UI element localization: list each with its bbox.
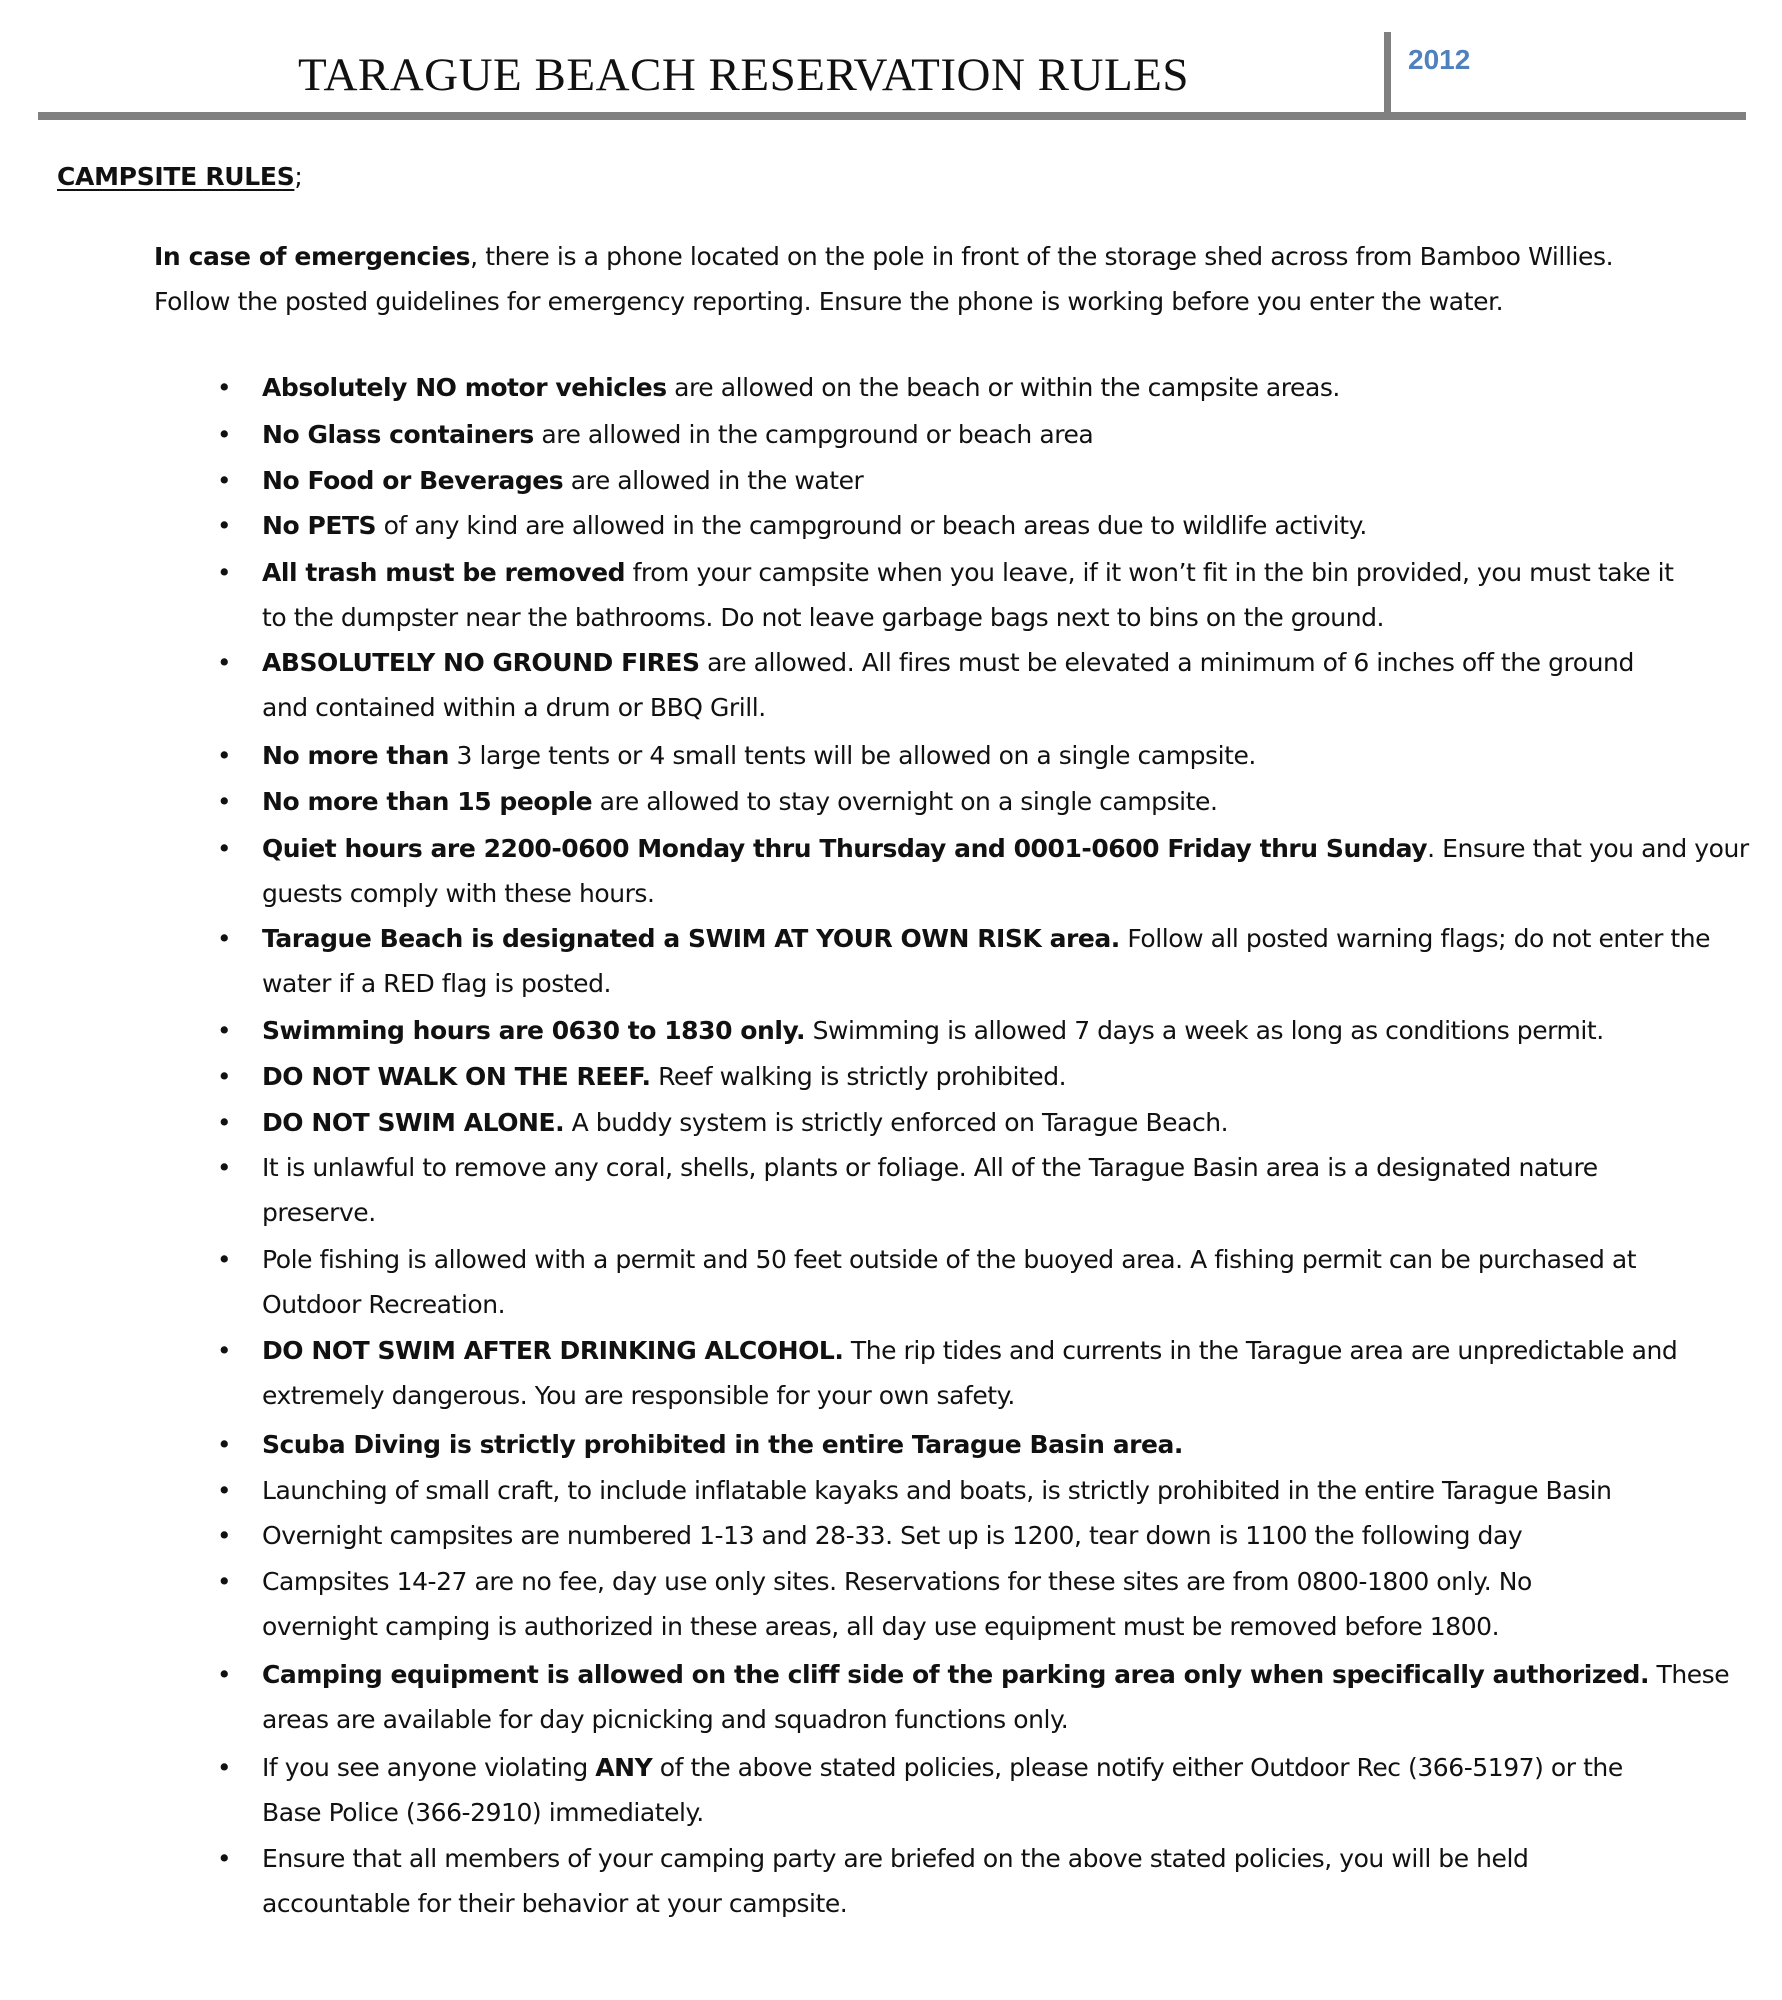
rule-text: If you see anyone violating bbox=[262, 1753, 596, 1782]
rule-bold-text: Camping equipment is allowed on the cliff side of the parking area only when specifically authorized. bbox=[262, 1660, 1649, 1689]
rule-line bbox=[262, 1468, 1732, 1513]
rule-item bbox=[216, 1054, 1732, 1099]
bullet-icon: • bbox=[216, 1476, 232, 1505]
rule-line bbox=[262, 365, 1732, 410]
document-title: TARAGUE BEACH RESERVATION RULES bbox=[298, 49, 1190, 101]
bullet-icon: • bbox=[216, 787, 232, 816]
bullet-icon: • bbox=[216, 1660, 232, 1689]
rule-bold-text: Swimming hours are 0630 to 1830 only. bbox=[262, 1016, 806, 1045]
rule-line bbox=[262, 1145, 1732, 1190]
rule-item bbox=[216, 503, 1732, 548]
rule-line bbox=[262, 1604, 1732, 1649]
rule-text: overnight camping is authorized in these areas, all day use equipment must be removed before 1800. bbox=[262, 1612, 1500, 1641]
bullet-icon: • bbox=[216, 1521, 232, 1550]
rule-item bbox=[216, 1468, 1732, 1513]
rule-text: Swimming is allowed 7 days a week as long as conditions permit. bbox=[805, 1016, 1604, 1045]
rule-text: Reef walking is strictly prohibited. bbox=[650, 1062, 1067, 1091]
rule-line bbox=[262, 1237, 1732, 1282]
rule-line bbox=[262, 961, 1732, 1006]
rule-line bbox=[262, 1054, 1732, 1099]
bullet-icon: • bbox=[216, 1753, 232, 1782]
rule-bold-text: All trash must be removed bbox=[262, 558, 626, 587]
bullet-icon: • bbox=[216, 466, 232, 495]
rule-text: A buddy system is strictly enforced on Tarague Beach. bbox=[564, 1108, 1229, 1137]
rule-line bbox=[262, 1373, 1732, 1418]
bullet-icon: • bbox=[216, 1336, 232, 1365]
rule-text: and contained within a drum or BBQ Grill. bbox=[262, 693, 766, 722]
rule-bold-text: Quiet hours are 2200-0600 Monday thru Thursday and 0001-0600 Friday thru Sunday bbox=[262, 834, 1428, 863]
bullet-icon: • bbox=[216, 1062, 232, 1091]
bullet-icon: • bbox=[216, 1844, 232, 1873]
rule-bold-text: Tarague Beach is designated a SWIM AT YOUR OWN RISK area. bbox=[262, 924, 1120, 953]
rule-text: Overnight campsites are numbered 1-13 and 28-33. Set up is 1200, tear down is 1100 the following day bbox=[262, 1521, 1523, 1550]
rule-line bbox=[262, 1745, 1732, 1790]
bullet-icon: • bbox=[216, 741, 232, 770]
rule-text: water if a RED flag is posted. bbox=[262, 969, 611, 998]
rule-line bbox=[262, 503, 1732, 548]
rule-item bbox=[216, 458, 1732, 503]
rule-bold-text: No Food or Beverages bbox=[262, 466, 564, 495]
bullet-icon: • bbox=[216, 648, 232, 677]
rule-bold-text: Scuba Diving is strictly prohibited in the entire Tarague Basin area. bbox=[262, 1430, 1183, 1459]
rule-text: These bbox=[1649, 1660, 1730, 1689]
rule-line bbox=[262, 1559, 1732, 1604]
rule-text: Ensure that all members of your camping party are briefed on the above stated policies, you will be held bbox=[262, 1844, 1529, 1873]
bullet-icon: • bbox=[216, 420, 232, 449]
rule-text: extremely dangerous. You are responsible for your own safety. bbox=[262, 1381, 1015, 1410]
rule-item bbox=[216, 1328, 1732, 1418]
bullet-icon: • bbox=[216, 924, 232, 953]
bullet-icon: • bbox=[216, 511, 232, 540]
rule-line bbox=[262, 916, 1732, 961]
rule-text: Outdoor Recreation. bbox=[262, 1290, 506, 1319]
rule-item bbox=[216, 1237, 1732, 1327]
rule-text: are allowed to stay overnight on a single campsite. bbox=[592, 787, 1218, 816]
rule-item bbox=[216, 826, 1749, 916]
rule-item bbox=[216, 1145, 1732, 1235]
rule-line bbox=[262, 458, 1732, 503]
rule-item bbox=[216, 1100, 1732, 1145]
rule-line bbox=[262, 685, 1732, 730]
intro-line-2: Follow the posted guidelines for emergency reporting. Ensure the phone is working before you enter the water. bbox=[154, 287, 1504, 316]
rule-line bbox=[262, 1513, 1732, 1558]
rule-line bbox=[262, 1790, 1732, 1835]
rule-bold-text: ABSOLUTELY NO GROUND FIRES bbox=[262, 648, 700, 677]
rule-item bbox=[216, 1745, 1732, 1835]
rule-item bbox=[216, 733, 1732, 778]
rule-bold-text: DO NOT SWIM ALONE. bbox=[262, 1108, 565, 1137]
bullet-icon: • bbox=[216, 558, 232, 587]
rule-item bbox=[216, 1559, 1732, 1649]
rule-item bbox=[216, 412, 1732, 457]
rule-text: of the above stated policies, please notify either Outdoor Rec (366-5197) or the bbox=[652, 1753, 1623, 1782]
rule-bold-text: ANY bbox=[595, 1753, 653, 1782]
document-year: 2012 bbox=[1408, 44, 1471, 75]
bullet-icon: • bbox=[216, 1016, 232, 1045]
rule-line bbox=[262, 826, 1749, 871]
rule-bold-text: No PETS bbox=[262, 511, 377, 540]
rule-text: Campsites 14-27 are no fee, day use only sites. Reservations for these sites are from 0800-1800 only. No bbox=[262, 1567, 1532, 1596]
rule-text: . Ensure that you and your bbox=[1427, 834, 1749, 863]
rule-text: areas are available for day picnicking and squadron functions only. bbox=[262, 1705, 1069, 1734]
rule-line bbox=[262, 779, 1732, 824]
rule-bold-text: DO NOT SWIM AFTER DRINKING ALCOHOL. bbox=[262, 1336, 844, 1365]
rule-line bbox=[262, 1652, 1732, 1697]
rule-item bbox=[216, 365, 1732, 410]
intro-bold: In case of emergencies bbox=[154, 242, 471, 271]
rule-text: Follow all posted warning flags; do not enter the bbox=[1119, 924, 1711, 953]
rule-item bbox=[216, 640, 1732, 730]
rule-text: Launching of small craft, to include inflatable kayaks and boats, is strictly prohibited in the entire Tarague Basin bbox=[262, 1476, 1612, 1505]
bullet-icon: • bbox=[216, 373, 232, 402]
rule-text: guests comply with these hours. bbox=[262, 879, 655, 908]
rule-line bbox=[262, 550, 1732, 595]
rule-line bbox=[262, 1190, 1732, 1235]
bullet-icon: • bbox=[216, 1430, 232, 1459]
rule-text: are allowed in the campground or beach area bbox=[533, 420, 1094, 449]
intro-line-1-rest: , there is a phone located on the pole in front of the storage shed across from Bamboo Willies. bbox=[470, 242, 1614, 271]
rule-item bbox=[216, 1836, 1732, 1926]
rule-line bbox=[262, 1697, 1732, 1742]
rule-bold-text: No more than 15 people bbox=[262, 787, 593, 816]
rule-line bbox=[262, 1100, 1732, 1145]
rule-text: It is unlawful to remove any coral, shells, plants or foliage. All of the Tarague Basin area is a designated nature bbox=[262, 1153, 1598, 1182]
rule-item bbox=[216, 1008, 1732, 1053]
bullet-icon: • bbox=[216, 1108, 232, 1137]
rule-item bbox=[216, 1422, 1732, 1467]
rule-item bbox=[216, 550, 1732, 640]
rule-text: accountable for their behavior at your campsite. bbox=[262, 1889, 848, 1918]
rule-line bbox=[262, 640, 1732, 685]
rule-text: to the dumpster near the bathrooms. Do not leave garbage bags next to bins on the ground. bbox=[262, 603, 1385, 632]
section-heading-text: CAMPSITE RULES bbox=[57, 162, 295, 191]
bullet-icon: • bbox=[216, 1153, 232, 1182]
section-heading-punct: ; bbox=[294, 162, 303, 191]
rule-item bbox=[216, 779, 1732, 824]
rule-line bbox=[262, 1836, 1732, 1881]
rule-text: The rip tides and currents in the Tarague area are unpredictable and bbox=[843, 1336, 1678, 1365]
rule-line bbox=[262, 1008, 1732, 1053]
rule-bold-text: Absolutely NO motor vehicles bbox=[262, 373, 667, 402]
rule-item bbox=[216, 916, 1732, 1006]
bullet-icon: • bbox=[216, 834, 232, 863]
rule-bold-text: No more than bbox=[262, 741, 450, 770]
bullet-icon: • bbox=[216, 1567, 232, 1596]
rule-item bbox=[216, 1513, 1732, 1558]
rule-text: are allowed on the beach or within the campsite areas. bbox=[666, 373, 1340, 402]
rule-line bbox=[262, 1422, 1732, 1467]
rule-line bbox=[262, 1282, 1732, 1327]
rule-item bbox=[216, 1652, 1732, 1742]
rule-line bbox=[262, 412, 1732, 457]
rule-line bbox=[262, 1328, 1732, 1373]
rule-line bbox=[262, 1881, 1732, 1926]
rule-text: are allowed. All fires must be elevated a minimum of 6 inches off the ground bbox=[699, 648, 1634, 677]
rule-line bbox=[262, 595, 1732, 640]
rule-line bbox=[262, 871, 1732, 916]
rule-text: 3 large tents or 4 small tents will be allowed on a single campsite. bbox=[449, 741, 1256, 770]
rule-bold-text: DO NOT WALK ON THE REEF. bbox=[262, 1062, 651, 1091]
rule-text: Pole fishing is allowed with a permit and 50 feet outside of the buoyed area. A fishing permit can be purchased at bbox=[262, 1245, 1637, 1274]
rule-line bbox=[262, 733, 1732, 778]
bullet-icon: • bbox=[216, 1245, 232, 1274]
rule-text: of any kind are allowed in the campground or beach areas due to wildlife activity. bbox=[376, 511, 1367, 540]
rule-text: preserve. bbox=[262, 1198, 376, 1227]
rule-text: are allowed in the water bbox=[563, 466, 864, 495]
rule-bold-text: No Glass containers bbox=[262, 420, 534, 449]
rule-text: Base Police (366-2910) immediately. bbox=[262, 1798, 704, 1827]
rule-text: from your campsite when you leave, if it won’t fit in the bin provided, you must take it bbox=[625, 558, 1674, 587]
